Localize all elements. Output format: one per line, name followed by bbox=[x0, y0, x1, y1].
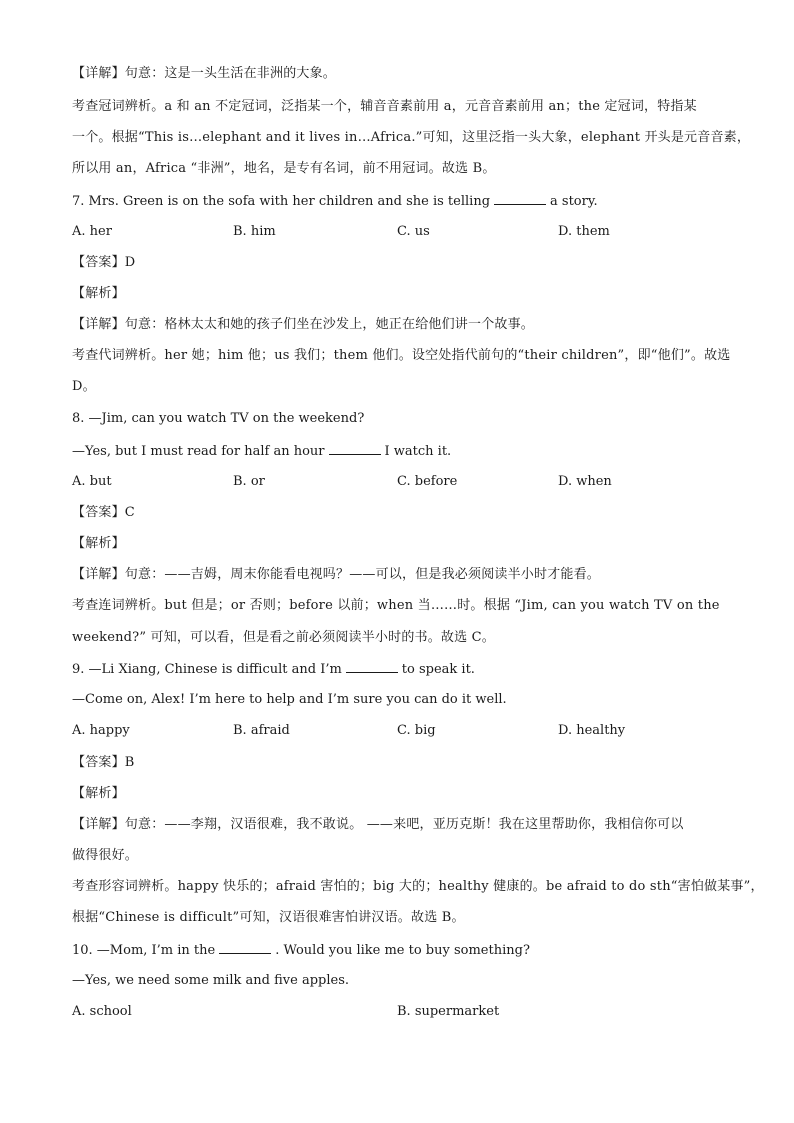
q10-stem-before-blank: 10. —Mom, I’m in the bbox=[72, 943, 216, 958]
q10-option-b: B. supermarket bbox=[397, 1004, 500, 1019]
q9-option-d: D. healthy bbox=[558, 723, 626, 738]
q7-detail: 【详解】句意：格林太太和她的孩子们坐在沙发上，她正在给他们讲一个故事。 bbox=[72, 317, 535, 332]
q9-option-b: B. afraid bbox=[233, 723, 290, 738]
q7-option-c: C. us bbox=[397, 224, 430, 239]
q8-stem-line-2 bbox=[72, 441, 451, 462]
q6-analysis-line-3: 所以用 an，Africa “非洲”，地名，是专有名词，前不用冠词。故选 B。 bbox=[72, 161, 496, 176]
q9-option-c: C. big bbox=[397, 723, 436, 738]
q8-detail: 【详解】句意：——吉姆，周末你能看电视吗？——可以，但是我必须阅读半小时才能看。 bbox=[72, 567, 601, 582]
q9-answer-blank bbox=[346, 659, 398, 673]
q8-analysis-line-1: 考查连词辨析。but 但是；or 否则；before 以前；when 当……时。根据 “Jim, can you watch TV on the bbox=[72, 598, 720, 613]
q6-analysis-line-2: 一个。根据“This is…elephant and it lives in…Africa.”可知，这里泛指一头大象，elephant 开头是元音音素， bbox=[72, 130, 751, 145]
q9-answer: 【答案】B bbox=[72, 755, 135, 770]
q10-stem-after-blank: . Would you like me to buy something? bbox=[275, 943, 530, 958]
q9-stem-line-2: —Come on, Alex! I’m here to help and I’m sure you can do it well. bbox=[72, 692, 507, 707]
q8-option-a: A. but bbox=[72, 474, 112, 489]
q9-stem-line-1 bbox=[72, 659, 475, 680]
q7-answer-blank bbox=[494, 191, 546, 205]
q8-answer-blank bbox=[329, 441, 381, 455]
q6-detail: 【详解】句意：这是一头生活在非洲的大象。 bbox=[72, 66, 337, 81]
q8-stem-after-blank: I watch it. bbox=[384, 444, 452, 459]
q10-stem-line-2: —Yes, we need some milk and five apples. bbox=[72, 973, 350, 988]
q7-stem-before-blank: 7. Mrs. Green is on the sofa with her children and she is telling bbox=[72, 194, 491, 209]
q7-analysis-line-1: 考查代词辨析。her 她；him 他；us 我们；them 他们。设空处指代前句的“their children”，即“他们”。故选 bbox=[72, 348, 731, 363]
q7-stem-after-blank: a story. bbox=[550, 194, 598, 209]
q8-analysis-label: 【解析】 bbox=[72, 536, 125, 551]
q8-answer: 【答案】C bbox=[72, 505, 135, 520]
q10-answer-blank bbox=[219, 940, 271, 954]
q8-options bbox=[72, 472, 732, 492]
q7-stem bbox=[72, 191, 598, 212]
q10-option-a: A. school bbox=[72, 1004, 132, 1019]
q8-stem-before-blank: —Yes, but I must read for half an hour bbox=[72, 444, 325, 459]
q8-stem-line-1: 8. —Jim, can you watch TV on the weekend? bbox=[72, 411, 365, 426]
q9-stem-after-blank: to speak it. bbox=[401, 662, 475, 677]
q8-analysis-line-2: weekend?” 可知，可以看，但是看之前必须阅读半小时的书。故选 C。 bbox=[72, 630, 496, 645]
q7-option-a: A. her bbox=[72, 224, 112, 239]
q9-detail-line-1: 【详解】句意：——李翔，汉语很难，我不敢说。 ——来吧，亚历克斯！我在这里帮助你，我相信你可以 bbox=[72, 817, 684, 832]
q9-stem-before-blank: 9. —Li Xiang, Chinese is difficult and I’m bbox=[72, 662, 342, 677]
q9-analysis-line-1: 考查形容词辨析。happy 快乐的；afraid 害怕的；big 大的；healthy 健康的。be afraid to do sth“害怕做某事”， bbox=[72, 879, 764, 894]
q9-option-a: A. happy bbox=[72, 723, 130, 738]
q7-answer: 【答案】D bbox=[72, 255, 136, 270]
q9-options bbox=[72, 721, 732, 741]
q8-option-b: B. or bbox=[233, 474, 265, 489]
q7-option-d: D. them bbox=[558, 224, 610, 239]
q7-options bbox=[72, 222, 732, 242]
q7-analysis-line-2: D。 bbox=[72, 379, 96, 394]
q8-option-d: D. when bbox=[558, 474, 612, 489]
q10-stem-line-1 bbox=[72, 940, 530, 961]
q9-analysis-label: 【解析】 bbox=[72, 786, 125, 801]
q6-analysis-line-1: 考查冠词辨析。a 和 an 不定冠词，泛指某一个，辅音音素前用 a，元音音素前用 an；the 定冠词，特指某 bbox=[72, 99, 697, 114]
q7-option-b: B. him bbox=[233, 224, 276, 239]
q9-detail-line-2: 做得很好。 bbox=[72, 848, 139, 863]
q9-analysis-line-2: 根据“Chinese is difficult”可知，汉语很难害怕讲汉语。故选 B。 bbox=[72, 910, 465, 925]
q7-analysis-label: 【解析】 bbox=[72, 286, 125, 301]
q10-options bbox=[72, 1002, 732, 1022]
q8-option-c: C. before bbox=[397, 474, 458, 489]
